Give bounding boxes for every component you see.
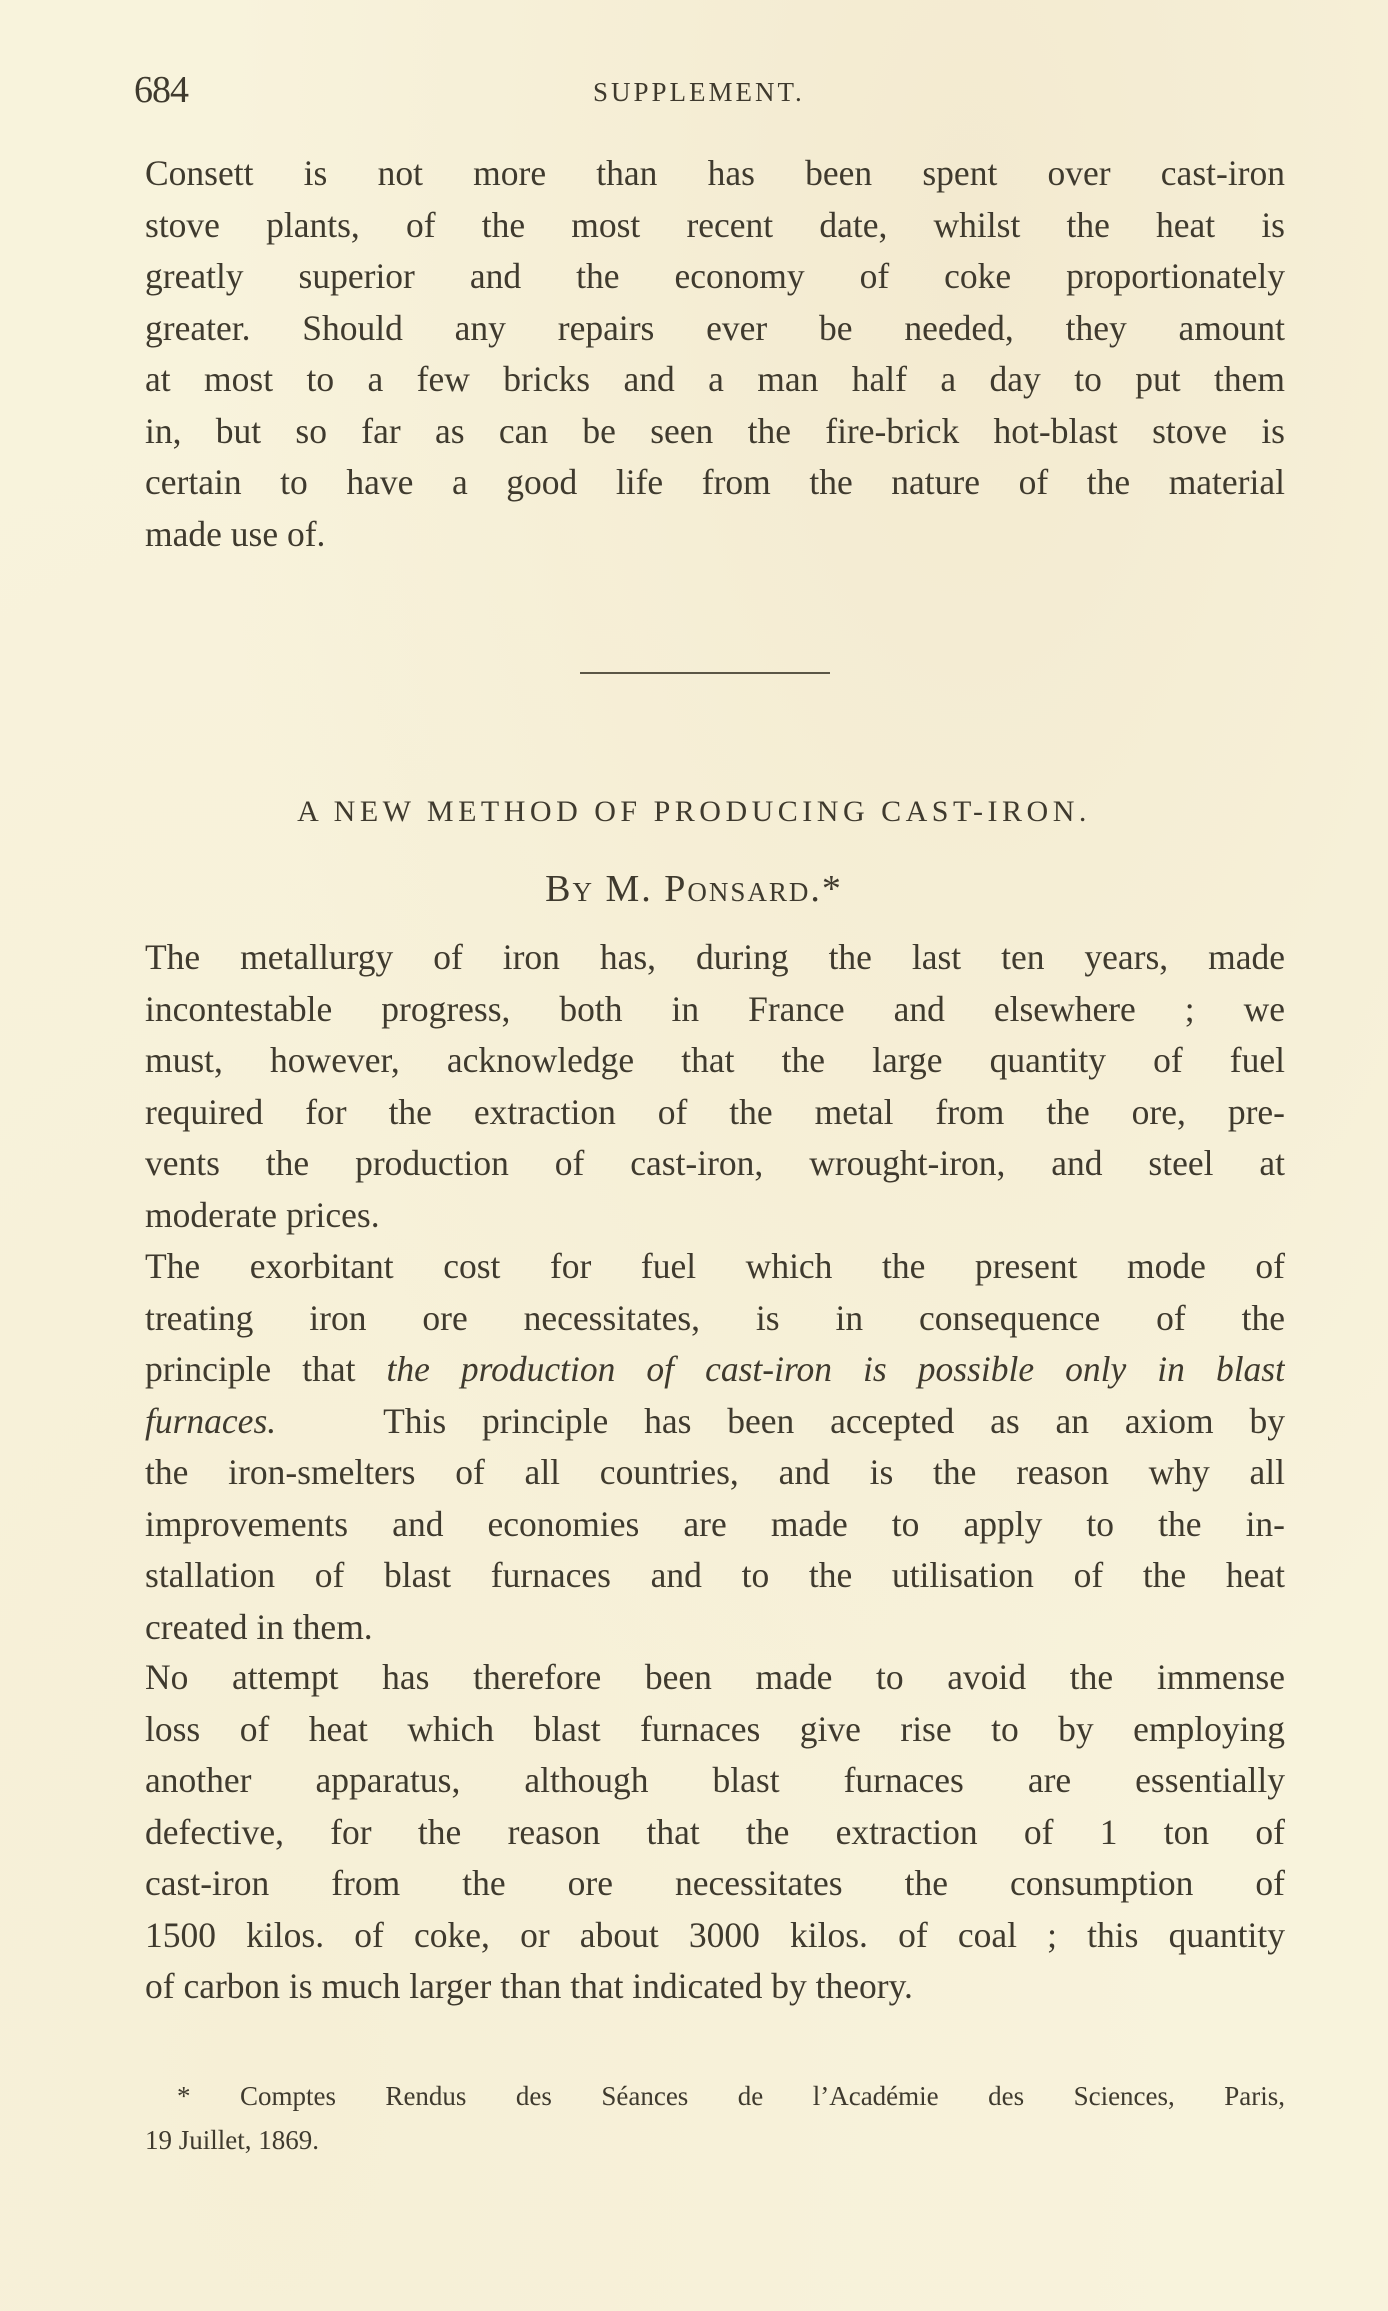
text-line: No attempt has therefore been made to avoid the immense: [145, 1657, 1285, 1697]
text-line: The metallurgy of iron has, during the last ten years, made: [145, 937, 1285, 977]
text-line: improvements and economies are made to apply to the in-: [145, 1503, 1285, 1544]
text-line: greatly superior and the economy of coke proportionately: [145, 256, 1285, 296]
text-line: treating iron ore necessitates, is in consequence of the: [145, 1297, 1285, 1338]
text-segment: This principle has been accepted as an axiom by: [383, 1400, 1285, 1441]
text-line: in, but so far as can be seen the fire-brick hot-blast stove is: [145, 410, 1285, 451]
running-head: [0, 62, 1388, 122]
text-line: [145, 1396, 1285, 1448]
text-line: must, however, acknowledge that the large quantity of fuel: [145, 1040, 1285, 1080]
text-line: incontestable progress, both in France and elsewhere ; we: [145, 988, 1285, 1029]
text-line: required for the extraction of the metal from the ore, pre-: [145, 1091, 1285, 1132]
text-line: greater. Should any repairs ever be needed, they amount: [145, 307, 1285, 348]
text-line: [145, 1344, 1285, 1396]
article-paragraph-1: [145, 932, 1285, 1241]
text-line: the iron-smelters of all countries, and is the reason why all: [145, 1452, 1285, 1492]
text-line: cast-iron from the ore necessitates the consumption of: [145, 1863, 1285, 1903]
text-line: stove plants, of the most recent date, whilst the heat is: [145, 204, 1285, 245]
text-line: at most to a few bricks and a man half a day to put them: [145, 359, 1285, 399]
page-number: 684: [134, 69, 188, 111]
text-line: Consett is not more than has been spent over cast-iron: [145, 153, 1285, 193]
italic-emphasis: furnaces.: [145, 1400, 277, 1441]
article-byline: By M. Ponsard.*: [545, 868, 843, 910]
text-line: another apparatus, although blast furnaces are essentially: [145, 1760, 1285, 1800]
footnote-line: 19 Juillet, 1869.: [145, 2125, 319, 2155]
text-segment: principle that: [145, 1349, 356, 1389]
article-paragraph-2: [145, 1241, 1285, 1653]
running-title: SUPPLEMENT.: [593, 77, 805, 107]
article-paragraph-3: [145, 1652, 1285, 2013]
text-line: 1500 kilos. of coke, or about 3000 kilos. of coal ; this quantity: [145, 1914, 1285, 1955]
text-line: created in them.: [145, 1606, 373, 1647]
text-line: The exorbitant cost for fuel which the present mode of: [145, 1246, 1285, 1286]
italic-emphasis: the production of cast-iron is possible only in blast: [386, 1349, 1285, 1389]
text-line: stallation of blast furnaces and to the utilisation of the heat: [145, 1555, 1285, 1595]
article-title: A NEW METHOD OF PRODUCING CAST-IRON.: [297, 795, 1091, 828]
section-divider: [580, 672, 830, 674]
footnote-line: * Comptes Rendus des Séances de l’Académie des Sciences, Paris,: [177, 2081, 1285, 2111]
footnote: [145, 2074, 1285, 2162]
text-line: defective, for the reason that the extraction of 1 ton of: [145, 1811, 1285, 1852]
text-line: moderate prices.: [145, 1194, 380, 1235]
continuation-paragraph: [145, 148, 1285, 560]
text-line: loss of heat which blast furnaces give rise to by employing: [145, 1708, 1285, 1749]
text-line: certain to have a good life from the nature of the material: [145, 462, 1285, 502]
text-line: vents the production of cast-iron, wrought-iron, and steel at: [145, 1143, 1285, 1183]
text-line: of carbon is much larger than that indicated by theory.: [145, 1966, 913, 2006]
text-line: made use of.: [145, 513, 326, 554]
